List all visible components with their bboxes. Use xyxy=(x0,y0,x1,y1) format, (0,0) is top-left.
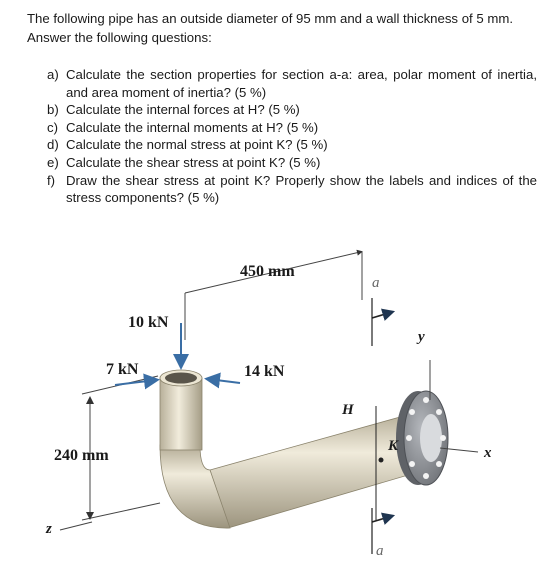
axis-x-label: x xyxy=(484,445,492,461)
load-7kn-label: 7 kN xyxy=(106,361,139,378)
question-letter: e) xyxy=(47,154,59,170)
axis-y-label: y xyxy=(418,329,425,345)
question-item xyxy=(47,154,537,172)
question-text: Calculate the normal stress at point K? (5 %) xyxy=(66,137,328,153)
question-letter: c) xyxy=(47,119,58,135)
question-text: Calculate the internal moments at H? (5 %) xyxy=(66,119,319,135)
z-axis-line xyxy=(60,522,92,530)
section-label-bottom: a xyxy=(376,543,384,559)
question-item xyxy=(47,119,537,137)
section-label-top: a xyxy=(372,275,380,291)
vertical-pipe xyxy=(160,378,202,450)
dimension-450-label: 450 mm xyxy=(240,263,295,280)
question-text: Calculate the internal forces at H? (5 %) xyxy=(66,102,300,118)
point-h-label: H xyxy=(342,402,354,418)
question-letter: a) xyxy=(47,67,59,82)
problem-intro: The following pipe has an outside diameter of 95 mm and a wall thickness of 5 mm. Answer the following questions: xyxy=(27,11,513,45)
question-item xyxy=(47,136,537,154)
question-item xyxy=(47,101,537,119)
point-k-label: K xyxy=(388,438,399,454)
question-list xyxy=(47,66,537,207)
load-14kn-arrow xyxy=(208,379,240,383)
question-letter: b) xyxy=(47,102,59,118)
pipe-figure xyxy=(0,225,558,564)
load-7kn-arrow xyxy=(115,380,156,385)
flange xyxy=(396,391,448,485)
dimension-240-label: 240 mm xyxy=(54,447,109,464)
question-text: Draw the shear stress at point K? Properly show the labels and indices of the stress components? (5 %) xyxy=(66,172,537,206)
question-item xyxy=(47,66,537,101)
load-10kn-label: 10 kN xyxy=(128,314,169,331)
question-letter: f) xyxy=(47,172,56,188)
question-text: Calculate the section properties for section a-a: area, polar moment of inertia, and area moment of inertia? (5 %) xyxy=(66,67,537,100)
question-item xyxy=(47,172,537,207)
load-14kn-label: 14 kN xyxy=(244,363,285,380)
question-letter: d) xyxy=(47,137,59,153)
point-k-dot xyxy=(379,458,384,463)
axis-z-label: z xyxy=(46,521,52,537)
pipe-top-bore xyxy=(165,373,197,384)
question-text: Calculate the shear stress at point K? (5 %) xyxy=(66,154,321,170)
